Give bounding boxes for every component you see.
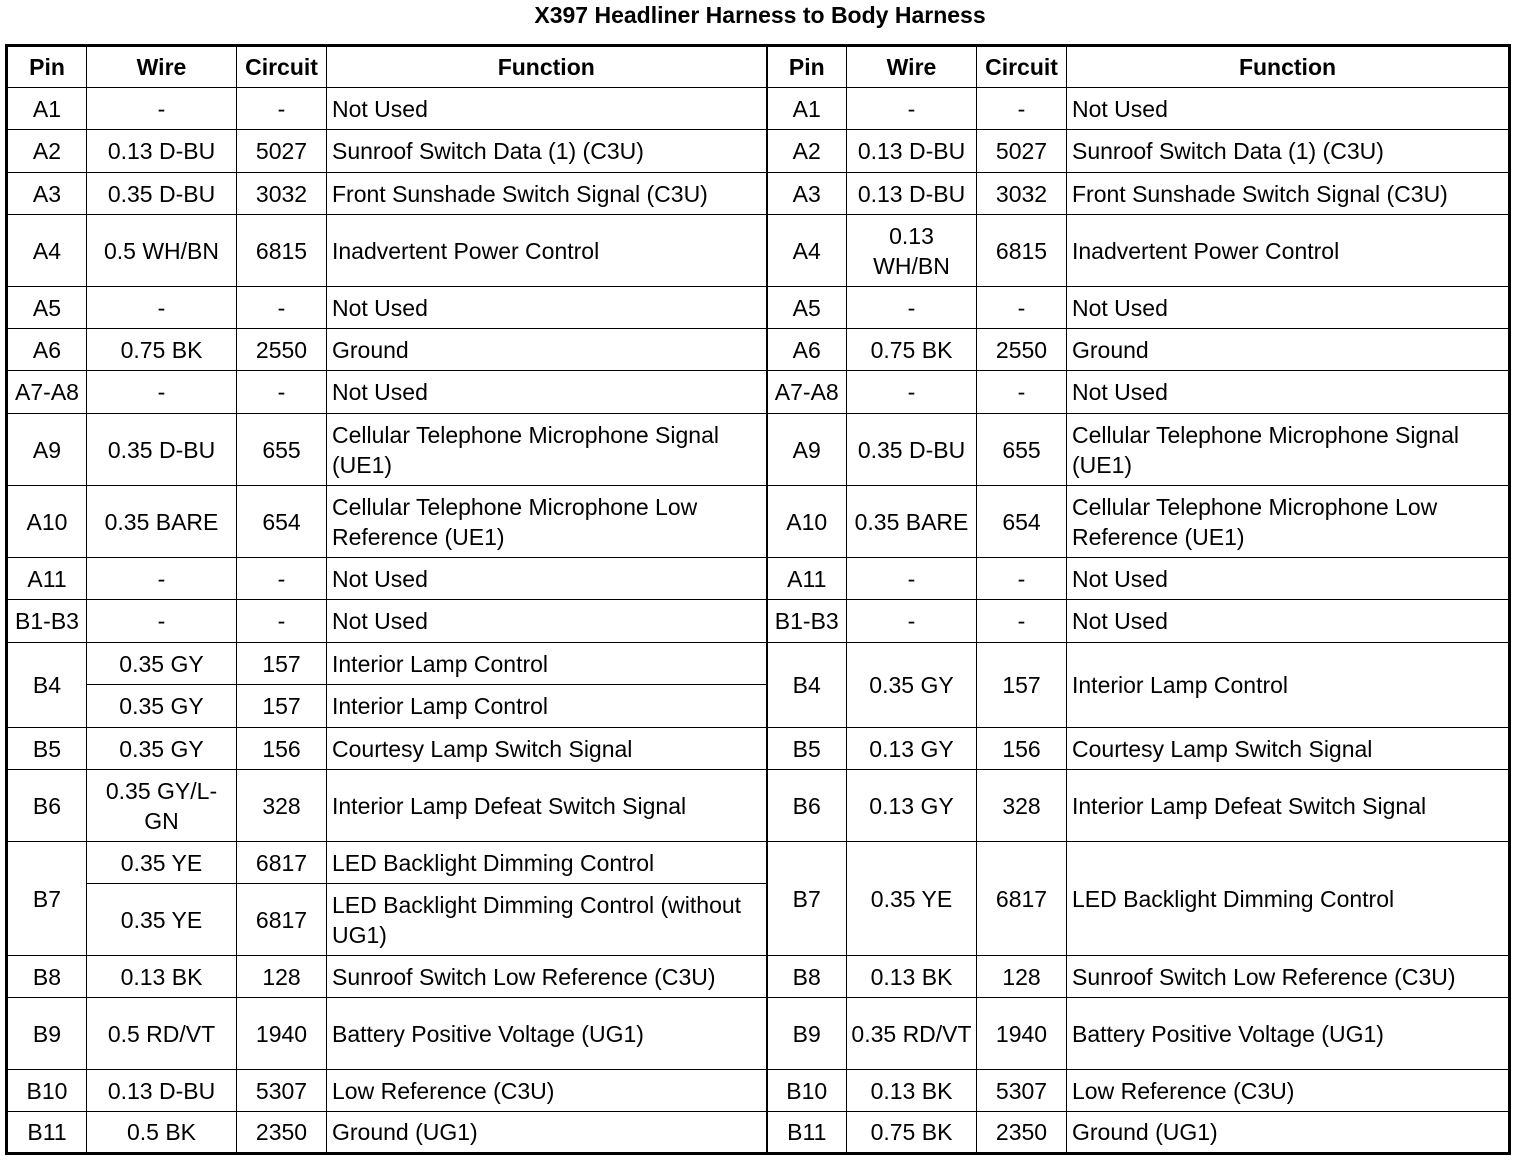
circuit-cell-left: 328	[237, 770, 327, 842]
function-cell-right: Not Used	[1067, 88, 1510, 130]
pin-cell-left: B7	[7, 842, 87, 956]
wire-cell-left: -	[87, 558, 237, 600]
circuit-cell-left: 3032	[237, 173, 327, 215]
circuit-cell-left: -	[237, 88, 327, 130]
function-cell-left: Cellular Telephone Microphone Low Reference (UE1)	[327, 486, 767, 558]
circuit-cell-left: 157	[237, 643, 327, 685]
circuit-cell-left: -	[237, 558, 327, 600]
wire-cell-right: 0.13 GY	[847, 728, 977, 770]
pin-cell-right: B1-B3	[767, 600, 847, 643]
function-cell-left: Ground (UG1)	[327, 1112, 767, 1154]
pin-cell-left: B10	[7, 1070, 87, 1112]
function-cell-right: Cellular Telephone Microphone Signal (UE1)	[1067, 414, 1510, 486]
circuit-cell-left: 654	[237, 486, 327, 558]
wire-cell-left: 0.35 GY	[87, 643, 237, 685]
function-cell-left: Courtesy Lamp Switch Signal	[327, 728, 767, 770]
function-cell-left: Not Used	[327, 287, 767, 329]
wire-cell-left: -	[87, 600, 237, 643]
circuit-cell-left: 5307	[237, 1070, 327, 1112]
table-row	[7, 414, 1510, 486]
function-cell-left: Ground	[327, 329, 767, 371]
pin-cell-right: A11	[767, 558, 847, 600]
function-cell-right: Ground (UG1)	[1067, 1112, 1510, 1154]
circuit-cell-left: 157	[237, 685, 327, 728]
function-cell-right: Interior Lamp Control	[1067, 643, 1510, 728]
header-wire-left: Wire	[87, 46, 237, 88]
pin-cell-right: A6	[767, 329, 847, 371]
function-cell-left: LED Backlight Dimming Control (without UG1)	[327, 884, 767, 956]
pin-cell-left: A2	[7, 130, 87, 173]
function-cell-right: Front Sunshade Switch Signal (C3U)	[1067, 173, 1510, 215]
circuit-cell-left: -	[237, 600, 327, 643]
pin-cell-left: A7-A8	[7, 371, 87, 414]
circuit-cell-right: 156	[977, 728, 1067, 770]
header-function-right: Function	[1067, 46, 1510, 88]
circuit-cell-right: -	[977, 371, 1067, 414]
pin-cell-right: A2	[767, 130, 847, 173]
wire-cell-left: 0.35 D-BU	[87, 173, 237, 215]
circuit-cell-left: 655	[237, 414, 327, 486]
circuit-cell-left: 2550	[237, 329, 327, 371]
table-row	[7, 842, 1510, 884]
wire-cell-right: 0.13 GY	[847, 770, 977, 842]
table-row	[7, 371, 1510, 414]
header-circuit-right: Circuit	[977, 46, 1067, 88]
table-row	[7, 486, 1510, 558]
circuit-cell-right: 5307	[977, 1070, 1067, 1112]
pin-cell-left: B9	[7, 998, 87, 1070]
pin-cell-left: B8	[7, 956, 87, 998]
wire-cell-left: 0.35 D-BU	[87, 414, 237, 486]
table-row	[7, 600, 1510, 643]
wire-cell-left: 0.35 YE	[87, 884, 237, 956]
wire-cell-right: 0.13 BK	[847, 956, 977, 998]
function-cell-right: Sunroof Switch Low Reference (C3U)	[1067, 956, 1510, 998]
function-cell-right: Not Used	[1067, 371, 1510, 414]
table-row	[7, 998, 1510, 1070]
wire-cell-right: 0.75 BK	[847, 329, 977, 371]
function-cell-right: Not Used	[1067, 558, 1510, 600]
wire-cell-right: -	[847, 88, 977, 130]
pin-cell-right: B5	[767, 728, 847, 770]
circuit-cell-right: 157	[977, 643, 1067, 728]
function-cell-left: Not Used	[327, 371, 767, 414]
circuit-cell-left: 2350	[237, 1112, 327, 1154]
circuit-cell-left: 1940	[237, 998, 327, 1070]
function-cell-left: Not Used	[327, 88, 767, 130]
function-cell-left: Not Used	[327, 558, 767, 600]
function-cell-left: Interior Lamp Defeat Switch Signal	[327, 770, 767, 842]
circuit-cell-left: 5027	[237, 130, 327, 173]
function-cell-right: Sunroof Switch Data (1) (C3U)	[1067, 130, 1510, 173]
wire-cell-right: 0.35 BARE	[847, 486, 977, 558]
wire-cell-right: -	[847, 287, 977, 329]
function-cell-left: Cellular Telephone Microphone Signal (UE1)	[327, 414, 767, 486]
header-row	[7, 46, 1510, 88]
wire-cell-right: 0.35 GY	[847, 643, 977, 728]
table-row	[7, 173, 1510, 215]
table-row	[7, 130, 1510, 173]
function-cell-right: Inadvertent Power Control	[1067, 215, 1510, 287]
page-title: X397 Headliner Harness to Body Harness	[534, 2, 986, 28]
pin-cell-left: A3	[7, 173, 87, 215]
pin-cell-right: B10	[767, 1070, 847, 1112]
pin-cell-right: B4	[767, 643, 847, 728]
wire-cell-left: -	[87, 88, 237, 130]
circuit-cell-right: 2550	[977, 329, 1067, 371]
circuit-cell-left: 6817	[237, 842, 327, 884]
function-cell-left: Not Used	[327, 600, 767, 643]
table-row	[7, 1112, 1510, 1154]
circuit-cell-right: 6815	[977, 215, 1067, 287]
table-row	[7, 643, 1510, 685]
function-cell-right: LED Backlight Dimming Control	[1067, 842, 1510, 956]
pin-cell-left: A4	[7, 215, 87, 287]
header-pin-left: Pin	[7, 46, 87, 88]
circuit-cell-left: 6817	[237, 884, 327, 956]
function-cell-left: Interior Lamp Control	[327, 685, 767, 728]
wire-cell-left: 0.35 GY	[87, 728, 237, 770]
wire-cell-left: 0.5 BK	[87, 1112, 237, 1154]
wire-cell-right: 0.13 WH/BN	[847, 215, 977, 287]
wire-cell-left: 0.13 D-BU	[87, 130, 237, 173]
table-row	[7, 1070, 1510, 1112]
wire-cell-left: -	[87, 371, 237, 414]
pin-cell-left: B1-B3	[7, 600, 87, 643]
circuit-cell-right: 328	[977, 770, 1067, 842]
wire-cell-right: -	[847, 558, 977, 600]
function-cell-right: Ground	[1067, 329, 1510, 371]
pin-cell-right: A3	[767, 173, 847, 215]
pin-cell-left: A5	[7, 287, 87, 329]
wire-cell-right: 0.35 RD/VT	[847, 998, 977, 1070]
function-cell-right: Cellular Telephone Microphone Low Reference (UE1)	[1067, 486, 1510, 558]
table-row	[7, 287, 1510, 329]
header-wire-right: Wire	[847, 46, 977, 88]
wire-cell-left: 0.13 D-BU	[87, 1070, 237, 1112]
function-cell-left: Front Sunshade Switch Signal (C3U)	[327, 173, 767, 215]
circuit-cell-right: 654	[977, 486, 1067, 558]
pin-cell-right: A10	[767, 486, 847, 558]
table-row	[7, 215, 1510, 287]
pin-cell-left: B11	[7, 1112, 87, 1154]
table-row	[7, 558, 1510, 600]
function-cell-left: Battery Positive Voltage (UG1)	[327, 998, 767, 1070]
pin-cell-right: A9	[767, 414, 847, 486]
function-cell-left: Sunroof Switch Low Reference (C3U)	[327, 956, 767, 998]
function-cell-right: Battery Positive Voltage (UG1)	[1067, 998, 1510, 1070]
connector-pinout-table	[5, 44, 1511, 1155]
circuit-cell-right: 655	[977, 414, 1067, 486]
pin-cell-right: A7-A8	[767, 371, 847, 414]
table-row	[7, 770, 1510, 842]
wire-cell-left: 0.5 WH/BN	[87, 215, 237, 287]
header-function-left: Function	[327, 46, 767, 88]
function-cell-right: Low Reference (C3U)	[1067, 1070, 1510, 1112]
wire-cell-right: 0.13 D-BU	[847, 173, 977, 215]
wire-cell-left: 0.13 BK	[87, 956, 237, 998]
circuit-cell-right: 128	[977, 956, 1067, 998]
table-row	[7, 956, 1510, 998]
pin-cell-right: A1	[767, 88, 847, 130]
pin-cell-right: B9	[767, 998, 847, 1070]
pin-cell-left: A10	[7, 486, 87, 558]
pin-cell-left: B6	[7, 770, 87, 842]
pin-cell-right: A4	[767, 215, 847, 287]
wire-cell-right: 0.35 D-BU	[847, 414, 977, 486]
function-cell-left: LED Backlight Dimming Control	[327, 842, 767, 884]
header-pin-right: Pin	[767, 46, 847, 88]
table-row	[7, 88, 1510, 130]
wire-cell-right: 0.75 BK	[847, 1112, 977, 1154]
function-cell-right: Courtesy Lamp Switch Signal	[1067, 728, 1510, 770]
circuit-cell-right: 5027	[977, 130, 1067, 173]
function-cell-left: Low Reference (C3U)	[327, 1070, 767, 1112]
pin-cell-right: B11	[767, 1112, 847, 1154]
circuit-cell-right: -	[977, 88, 1067, 130]
table-body	[7, 88, 1510, 1154]
wire-cell-right: 0.13 BK	[847, 1070, 977, 1112]
wire-cell-right: 0.13 D-BU	[847, 130, 977, 173]
function-cell-left: Sunroof Switch Data (1) (C3U)	[327, 130, 767, 173]
circuit-cell-left: -	[237, 371, 327, 414]
pin-cell-right: B6	[767, 770, 847, 842]
pin-cell-left: A9	[7, 414, 87, 486]
pin-cell-right: B7	[767, 842, 847, 956]
wire-cell-left: 0.35 YE	[87, 842, 237, 884]
wire-cell-right: 0.35 YE	[847, 842, 977, 956]
wire-cell-left: 0.5 RD/VT	[87, 998, 237, 1070]
wire-cell-left: -	[87, 287, 237, 329]
pin-cell-right: B8	[767, 956, 847, 998]
function-cell-left: Interior Lamp Control	[327, 643, 767, 685]
circuit-cell-right: -	[977, 287, 1067, 329]
circuit-cell-right: 2350	[977, 1112, 1067, 1154]
circuit-cell-right: 1940	[977, 998, 1067, 1070]
circuit-cell-right: -	[977, 558, 1067, 600]
pin-cell-left: A1	[7, 88, 87, 130]
function-cell-right: Not Used	[1067, 287, 1510, 329]
function-cell-left: Inadvertent Power Control	[327, 215, 767, 287]
wire-cell-left: 0.35 GY	[87, 685, 237, 728]
wire-cell-left: 0.35 GY/L-GN	[87, 770, 237, 842]
circuit-cell-right: 3032	[977, 173, 1067, 215]
wire-cell-right: -	[847, 600, 977, 643]
table-row	[7, 329, 1510, 371]
pin-cell-right: A5	[767, 287, 847, 329]
circuit-cell-right: -	[977, 600, 1067, 643]
table-row	[7, 728, 1510, 770]
header-circuit-left: Circuit	[237, 46, 327, 88]
circuit-cell-left: -	[237, 287, 327, 329]
circuit-cell-left: 156	[237, 728, 327, 770]
circuit-cell-right: 6817	[977, 842, 1067, 956]
wire-cell-left: 0.75 BK	[87, 329, 237, 371]
wire-cell-left: 0.35 BARE	[87, 486, 237, 558]
pin-cell-left: A6	[7, 329, 87, 371]
wire-cell-right: -	[847, 371, 977, 414]
circuit-cell-left: 6815	[237, 215, 327, 287]
function-cell-right: Interior Lamp Defeat Switch Signal	[1067, 770, 1510, 842]
function-cell-right: Not Used	[1067, 600, 1510, 643]
pin-cell-left: A11	[7, 558, 87, 600]
pin-cell-left: B4	[7, 643, 87, 728]
pin-cell-left: B5	[7, 728, 87, 770]
circuit-cell-left: 128	[237, 956, 327, 998]
